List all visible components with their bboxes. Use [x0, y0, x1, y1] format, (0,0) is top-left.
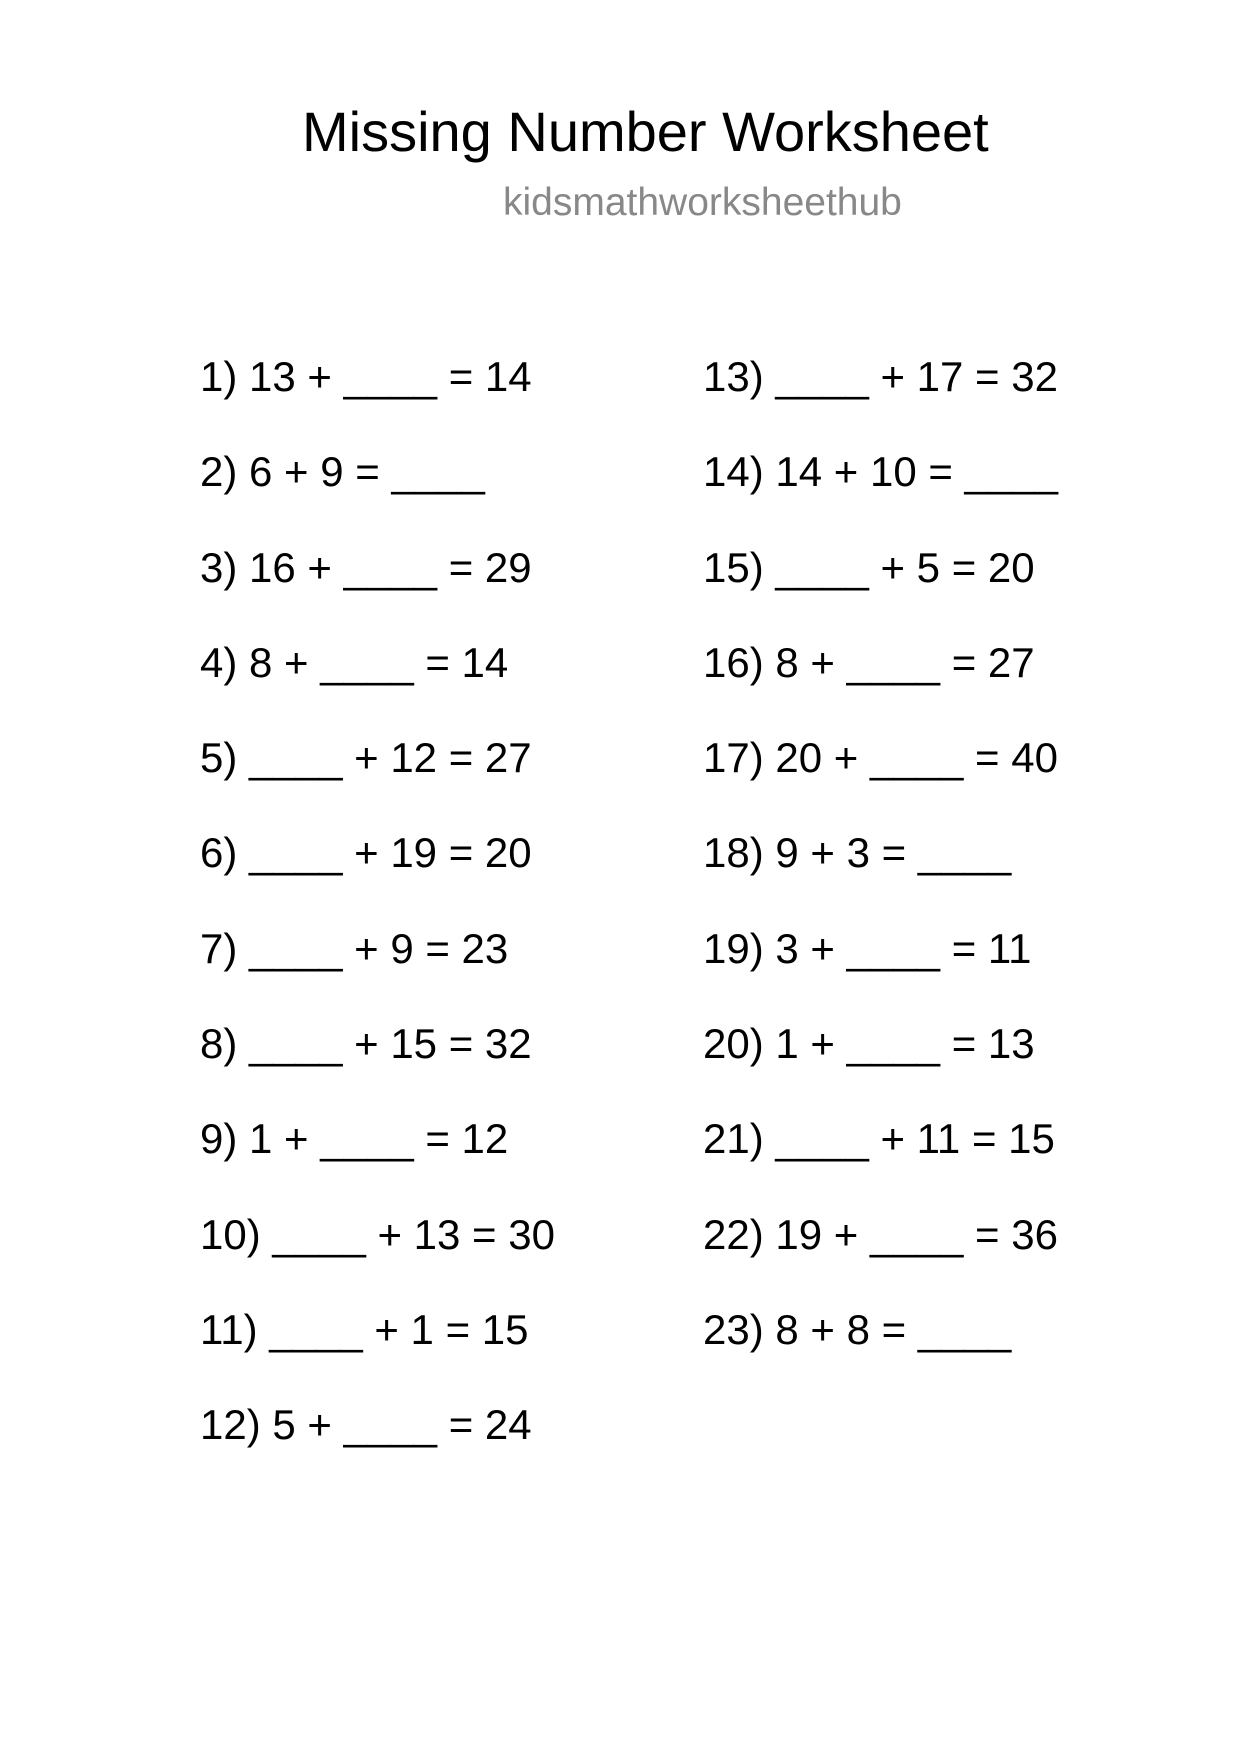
problem-8: 8) ____ + 15 = 32 — [200, 1020, 532, 1068]
problems-left-column — [200, 352, 555, 1496]
problem-15: 15) ____ + 5 = 20 — [703, 543, 1035, 591]
problem-20: 20) 1 + ____ = 13 — [703, 1020, 1035, 1068]
problem-19: 19) 3 + ____ = 11 — [703, 924, 1032, 972]
problem-3: 3) 16 + ____ = 29 — [200, 543, 532, 591]
problem-4: 4) 8 + ____ = 14 — [200, 638, 509, 686]
problem-12: 12) 5 + ____ = 24 — [200, 1401, 532, 1449]
problem-17: 17) 20 + ____ = 40 — [703, 734, 1058, 782]
problem-16: 16) 8 + ____ = 27 — [703, 638, 1035, 686]
problem-10: 10) ____ + 13 = 30 — [200, 1210, 555, 1258]
problem-11: 11) ____ + 1 = 15 — [200, 1305, 529, 1353]
problem-14: 14) 14 + 10 = ____ — [703, 448, 1058, 496]
problem-23: 23) 8 + 8 = ____ — [703, 1305, 1012, 1353]
problem-2: 2) 6 + 9 = ____ — [200, 448, 485, 496]
problem-13: 13) ____ + 17 = 32 — [703, 353, 1058, 400]
problem-9: 9) 1 + ____ = 12 — [200, 1115, 509, 1163]
problem-1: 1) 13 + ____ = 14 — [200, 353, 532, 400]
problem-7: 7) ____ + 9 = 23 — [200, 924, 509, 972]
problem-5: 5) ____ + 12 = 27 — [200, 734, 532, 782]
problem-18: 18) 9 + 3 = ____ — [703, 829, 1012, 877]
problem-6: 6) ____ + 19 = 20 — [200, 829, 532, 877]
problem-22: 22) 19 + ____ = 36 — [703, 1210, 1058, 1258]
problems-right-column — [703, 352, 1058, 1400]
problem-21: 21) ____ + 11 = 15 — [703, 1115, 1055, 1163]
worksheet-source: kidsmathworksheethub — [503, 181, 902, 224]
worksheet-title: Missing Number Worksheet — [302, 100, 989, 163]
